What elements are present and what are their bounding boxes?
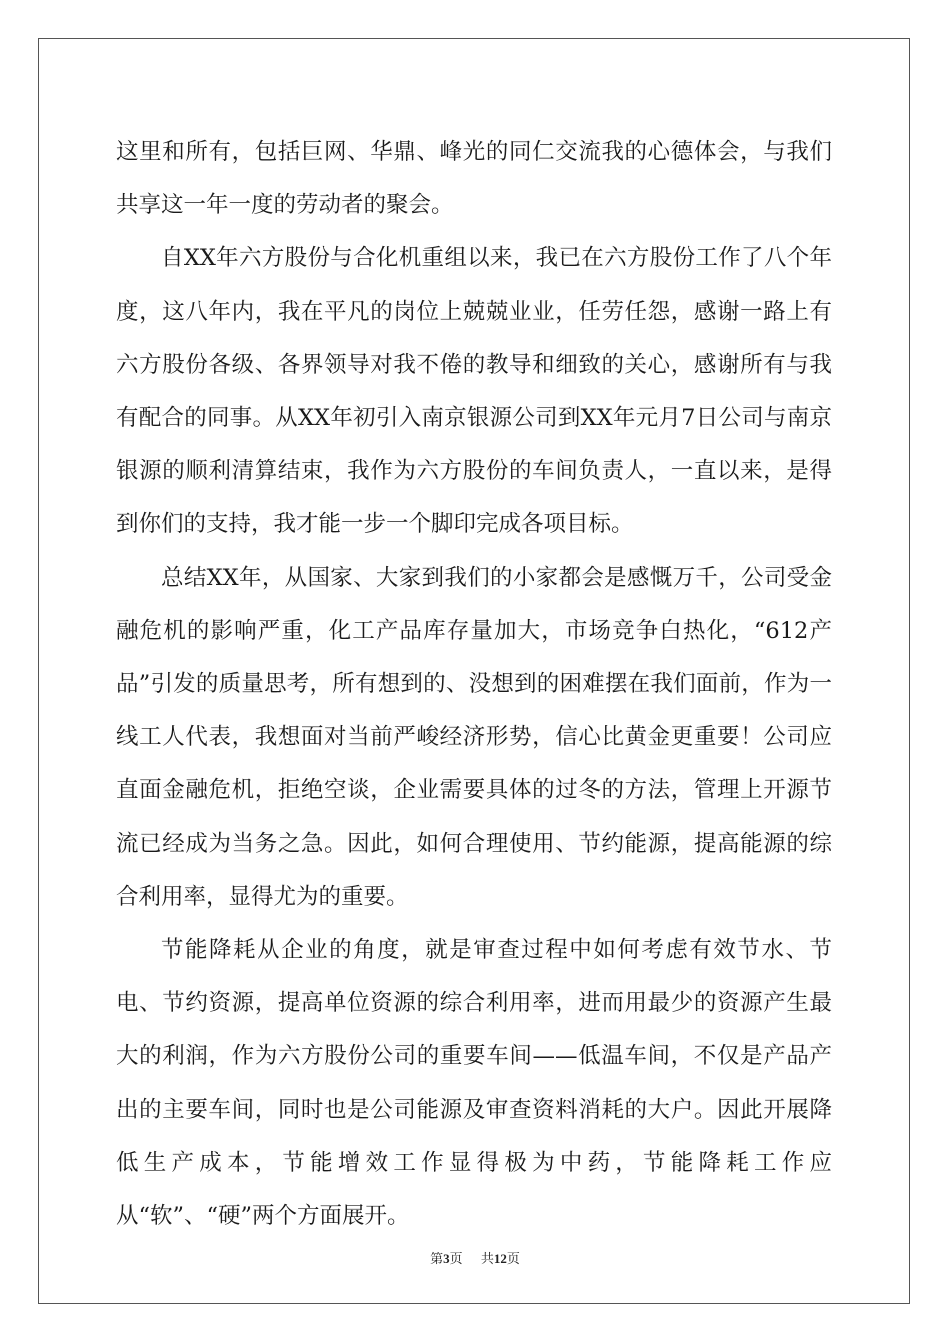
page-total: 共12页	[480, 1251, 520, 1267]
document-body	[116, 126, 832, 1243]
paragraph-4: 节能降耗从企业的角度，就是审查过程中如何考虑有效节水、节电、节约资源，提高单位资源的综合利用率，进而用最少的资源产生最大的利润，作为六方股份公司的重要车间——低温车间，不仅是产品产出的主要车间，同时也是公司能源及审查资料消耗的大户。因此开展降低生产成本，节能增效工作显得极为中药，节能降耗工作应从“软”、“硬”两个方面展开。	[116, 937, 832, 1230]
page-footer	[0, 1248, 950, 1267]
page-number: 第3页	[430, 1251, 463, 1267]
paragraph-3: 总结XX年，从国家、大家到我们的小家都会是感慨万千，公司受金融危机的影响严重，化工产品库存量加大，市场竞争白热化，“612产品”引发的质量思考，所有想到的、没想到的困难摆在我们面前，作为一线工人代表，我想面对当前严峻经济形势，信心比黄金更重要！公司应直面金融危机，拒绝空谈，企业需要具体的过冬的方法，管理上开源节流已经成为当务之急。因此，如何合理使用、节约能源，提高能源的综合利用率，显得尤为的重要。	[116, 564, 832, 910]
paragraph-1: 这里和所有，包括巨网、华鼎、峰光的同仁交流我的心德体会，与我们共享这一年一度的劳动者的聚会。	[116, 139, 832, 219]
paragraph-2: 自XX年六方股份与合化机重组以来，我已在六方股份工作了八个年度，这八年内，我在平凡的岗位上兢兢业业，任劳任怨，感谢一路上有六方股份各级、各界领导对我不倦的教导和细致的关心，感谢所有与我有配合的同事。从XX年初引入南京银源公司到XX年元月7日公司与南京银源的顺利清算结束，我作为六方股份的车间负责人，一直以来，是得到你们的支持，我才能一步一个脚印完成各项目标。	[116, 245, 832, 538]
